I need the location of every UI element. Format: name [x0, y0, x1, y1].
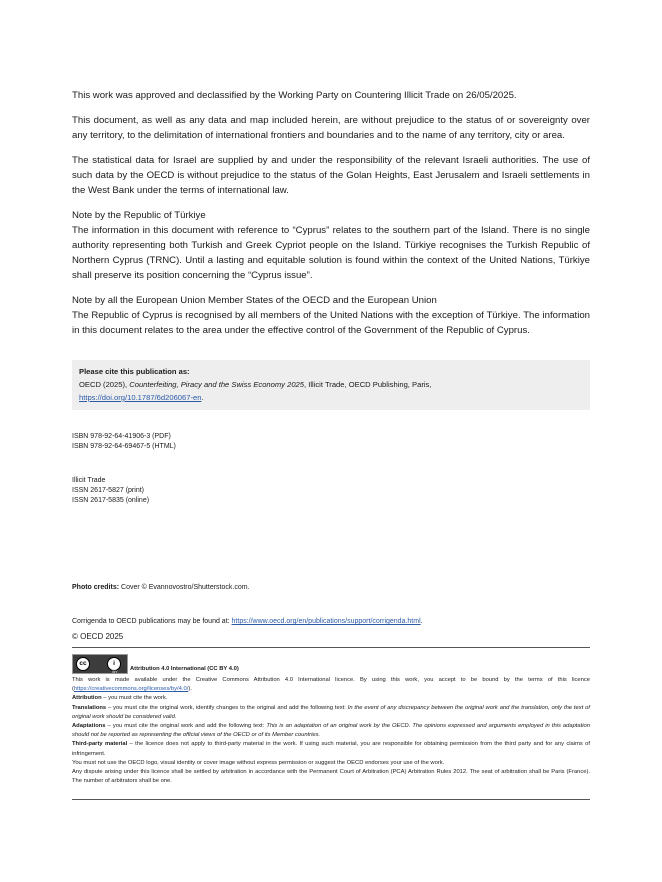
attribution-label: Attribution	[72, 695, 102, 702]
license-name: Attribution 4.0 International (CC BY 4.0)	[130, 666, 239, 672]
citation-doi-line	[79, 391, 583, 404]
photo-credits-label: Photo credits:	[72, 584, 120, 591]
turkiye-note-heading: Note by the Republic of Türkiye	[72, 210, 206, 221]
copyright: © OECD 2025	[72, 632, 124, 641]
by-label: BY	[112, 669, 118, 674]
corrigenda-link[interactable]: https://www.oecd.org/en/publications/support/corrigenda.html	[231, 618, 421, 625]
attribution-text: – you must cite the work.	[101, 695, 168, 702]
license-translations	[72, 704, 590, 722]
citation-suffix: , Illicit Trade, OECD Publishing, Paris,	[303, 380, 432, 389]
license-intro	[72, 676, 590, 694]
translations-italic: In the event of any discrepancy between the original work and the translation, only the text of original work should be considered valid.	[72, 704, 590, 720]
license-third-party	[72, 740, 590, 758]
license-logo-note: You must not use the OECD logo, visual identity or cover image without express permission or suggest the OECD endorses your use of the work.	[72, 759, 445, 766]
israel-note: The statistical data for Israel are supplied by and under the responsibility of the relevant Israeli authorities. The use of such data by the OECD is without prejudice to the status of the Golan Heights, East Jerusalem and Israeli settlements in the West Bank under the terms of international law.	[72, 155, 590, 196]
license-intro-text: This work is made available under the Creative Commons Attribution 4.0 International licence. By using this work, you accept to be bound by the terms of this licence (	[72, 677, 590, 693]
adaptations-label: Adaptations	[72, 723, 106, 730]
eu-note-body: The Republic of Cyprus is recognised by all members of the United Nations with the exception of Türkiye. The information in this document relates to the area under the effective control of the Government of the Republic of Cyprus.	[72, 310, 590, 336]
cc-by-badge	[72, 654, 128, 674]
person-icon: i	[107, 657, 121, 671]
issn-online: ISSN 2617-5835 (online)	[72, 497, 150, 504]
license-intro-end: ).	[188, 686, 192, 693]
license-attribution	[72, 694, 590, 703]
eu-note-heading: Note by all the European Union Member States of the OECD and the European Union	[72, 295, 437, 306]
citation-text	[79, 378, 583, 391]
citation-prefix: OECD (2025),	[79, 380, 130, 389]
license-url-link[interactable]: https://creativecommons.org/licenses/by/4.0/	[73, 686, 189, 693]
citation-box	[72, 360, 590, 410]
license-dispute-note: Any dispute arising under this licence shall be settled by arbitration in accordance with the Permanent Court of Arbitration (PCA) Arbitration Rules 2012. The seat of arbitration shall be Paris (France). The number of arbitrators shall be one.	[72, 769, 590, 785]
translations-label: Translations	[72, 704, 107, 711]
approval-note: This work was approved and declassified by the Working Party on Countering Illicit Trade on 26/05/2025.	[72, 90, 517, 101]
photo-credits-text: Cover © Evannovostro/Shutterstock.com.	[119, 584, 250, 591]
cc-icon: cc	[76, 657, 90, 671]
issn-print: ISSN 2617-5827 (print)	[72, 487, 144, 494]
corrigenda-line	[72, 618, 423, 625]
bottom-divider	[72, 799, 590, 800]
corrigenda-text: Corrigenda to OECD publications may be found at:	[72, 618, 232, 625]
isbn-html: ISBN 978-92-64-69467-5 (HTML)	[72, 443, 176, 450]
adaptations-text: – you must cite the original work and add the following text:	[105, 723, 267, 730]
corrigenda-end: .	[420, 618, 423, 625]
series-block	[72, 476, 149, 506]
third-party-label: Third-party material	[72, 741, 128, 748]
third-party-text: – the licence does not apply to third-party material in the work. If using such material, you are responsible for obtaining permission from the third party and for any claims of infringement.	[72, 741, 590, 757]
top-divider	[72, 647, 590, 648]
prejudice-note: This document, as well as any data and map included herein, are without prejudice to the status of or sovereignty over any territory, to the delimitation of international frontiers and boundaries and to the name of any territory, city or area.	[72, 115, 590, 141]
isbn-pdf: ISBN 978-92-64-41906-3 (PDF)	[72, 433, 171, 440]
turkiye-note-body: The information in this document with reference to “Cyprus” relates to the southern part of the Island. There is no single authority representing both Turkish and Greek Cypriot people on the Island. Türkiye recognises the Turkish Republic of Northern Cyprus (TRNC). Until a lasting and equitable solution is found within the context of the United Nations, Türkiye shall preserve its position concerning the “Cyprus issue”.	[72, 225, 590, 281]
citation-doi-end: .	[201, 393, 204, 402]
license-terms	[72, 676, 590, 786]
adaptations-italic: This is an adaptation of an original work by the OECD. The opinions expressed and arguments employed in this adaptation should not be reported as representing the official views of the OECD or of its Member countries.	[72, 723, 590, 739]
translations-text: – you must cite the original work, identify changes to the original and add the following text:	[106, 704, 348, 711]
isbn-block	[72, 432, 176, 452]
citation-heading: Please cite this publication as:	[79, 367, 190, 376]
series-name: Illicit Trade	[72, 477, 106, 484]
photo-credits	[72, 584, 250, 591]
turkiye-note	[72, 208, 590, 283]
eu-note	[72, 293, 590, 338]
citation-doi-link[interactable]: https://doi.org/10.1787/6d206067-en	[79, 393, 202, 402]
license-adaptations	[72, 722, 590, 740]
citation-title: Counterfeiting, Piracy and the Swiss Economy 2025	[129, 380, 304, 389]
